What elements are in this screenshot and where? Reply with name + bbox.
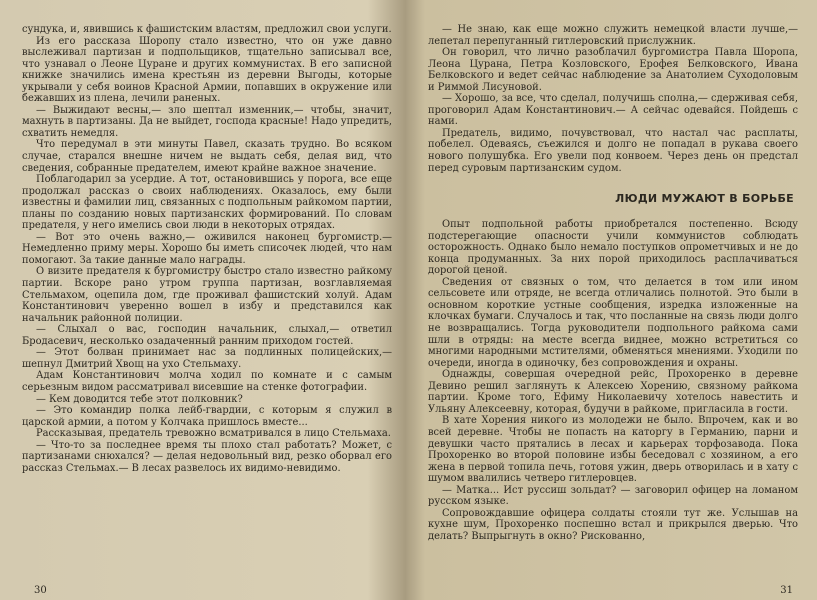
paragraph: — Что-то за последнее время ты плохо стал работать? Может, с партизанами снюхался? — делая недовольный вид, резко оборвал его рассказ Стельмах.— В лесах развелось их видимо-невидимо.: [22, 439, 392, 474]
paragraph: — Это командир полка лейб-гвардии, с которым я служил в царской армии, а потом у Колчака пришлось вместе...: [22, 405, 392, 428]
left-text-column: [22, 24, 392, 474]
paragraph: В хате Хорения никого из молодежи не было. Впрочем, как и во всей деревне. Чтобы не попасть на каторгу в Германию, парни и девушки часто прятались в лесах и карьерах торфозавода. Пока Прохоренко во второй половине избы беседовал с хозяином, а его жена в первой топила печь, готовя ужин, дверь отворилась и в хату с шумом ввалились четверо гитлеровцев.: [428, 415, 798, 485]
paragraph: Опыт подпольной работы приобретался постепенно. Всюду подстерегающие опасности учили коммунистов соблюдать осторожность. Однако было немало поступков опрометчивых и не до конца продуманных. За них порой приходилось расплачиваться дорогой ценой.: [428, 219, 798, 277]
paragraph: — Этот болван принимает нас за подлинных полицейских,— шепнул Дмитрий Хвощ на ухо Стельмаху.: [22, 347, 392, 370]
paragraph: — Матка... Ист руссиш зольдат? — заговорил офицер на ломаном русском языке.: [428, 484, 798, 508]
paragraph: — Выжидают весны,— зло шептал изменник,— чтобы, значит, махнуть в партизаны. Да не выйдет, господа красные! Надо упредить, схватить немедля.: [22, 104, 392, 139]
paragraph: Сведения от связных о том, что делается в том или ином сельсовете или отряде, не всегда отличались полнотой. Это были в основном короткие устные сообщения, изредка изложенные на клочках бумаги. Случалось и так, что посланные на связь люди долго не возвращались. Тогда руководители подпольного райкома сами шли в отряды: на месте всегда виднее, можно встретиться со многими народными мстителями, обменяться мнениями. Уходили по очереди, иногда в одиночку, без сопровождения и охраны.: [428, 276, 798, 369]
paragraph: сундука, и, явившись к фашистским властям, предложил свои услуги.: [22, 24, 392, 35]
right-text-column: [428, 24, 798, 542]
left-page: [22, 24, 392, 570]
paragraph: Что передумал в эти минуты Павел, сказать трудно. Во всяком случае, старался внешне ничем не выдать себя, делая вид, что сведения, собранные предателем, имеют крайне важное значение.: [22, 139, 392, 174]
paragraph: О визите предателя к бургомистру быстро стало известно райкому партии. Вскоре рано утром группа партизан, возглавляемая Стельмахом, оцепила дом, где проживал фашистский холуй. Адам Константинович уверенно вошел в избу и представился как начальник районной полиции.: [22, 266, 392, 324]
paragraph: — Слыхал о вас, господин начальник, слыхал,— ответил Бродасевич, несколько озадаченный ранним приходом гостей.: [22, 324, 392, 347]
right-page: [428, 24, 798, 570]
paragraph: Рассказывая, предатель тревожно всматривался в лицо Стельмаха.: [36, 428, 391, 440]
paragraph: — Кем доводится тебе этот полковник?: [36, 393, 243, 405]
paragraph: Поблагодарил за усердие. А тот, остановившись у порога, все еще продолжал рассказ о своих наблюдениях. Оказалось, ему были известны и фамилии лиц, связанных с подпольным райкомом партии, планы по созданию новых партизанских формирований. По словам предателя, у него имелись свои люди в некоторых отрядах.: [22, 174, 392, 232]
chapter-heading: ЛЮДИ МУЖАЮТ В БОРЬБЕ: [615, 192, 794, 206]
paragraph: Он говорил, что лично разоблачил бургомистра Павла Шоропа, Леона Цурана, Петра Козловского, Ерофея Белковского, Ивана Белковского и ведет сейчас наблюдение за Анатолием Суходоловым и Риммой Лисуновой.: [428, 47, 798, 93]
page-number-right: 31: [780, 585, 793, 596]
paragraph: Из его рассказа Шоропу стало известно, что он уже давно выслеживал партизан и подпольщиков, тщательно записывал все, что узнавал о Леоне Цуране и других коммунистах. В его записной книжке значились имена крестьян из деревни Выгоды, которые укрывали у себя воинов Красной Армии, попавших в окружение или бежавших из плена, лечили раненых.: [22, 35, 392, 105]
paragraph: Предатель, видимо, почувствовал, что настал час расплаты, побелел. Одеваясь, съежился и долго не попадал в рукава своего нового полушубка. Его увели под конвоем. Через день он предстал перед суровым партизанским судом.: [428, 127, 798, 174]
paragraph: — Не знаю, как еще можно служить немецкой власти лучше,— лепетал перепуганный гитлеровский прислужник.: [428, 24, 798, 47]
paragraph: Сопровождавшие офицера солдаты стояли тут же. Услышав на кухне шум, Прохоренко поспешно встал и прикрылся дверью. Что делать? Выпрыгнуть в окно? Рискованно,: [428, 507, 798, 542]
paragraph: Однажды, совершая очередной рейс, Прохоренко в деревне Девино решил заглянуть к Алексею Хорению, связному райкома партии. Кроме того, Ефиму Николаевичу хотелось навестить и Ульяну Алексеевну, которая, будучи в райкоме, пригласила в гости.: [428, 369, 798, 415]
paragraph: — Хорошо, за все, что сделал, получишь сполна,— сдерживая себя, проговорил Адам Константинович.— А сейчас одевайся. Пойдешь с нами.: [428, 93, 798, 128]
page-number-left: 30: [34, 585, 47, 596]
paragraph: — Вот это очень важно,— оживился наконец бургомистр.— Немедленно приму меры. Хорошо бы иметь списочек людей, что нам помогают. За такие данные мало награды.: [22, 231, 392, 266]
paragraph: Адам Константинович молча ходил по комнате и с самым серьезным видом рассматривал висевшие на стенке фотографии.: [22, 370, 392, 393]
